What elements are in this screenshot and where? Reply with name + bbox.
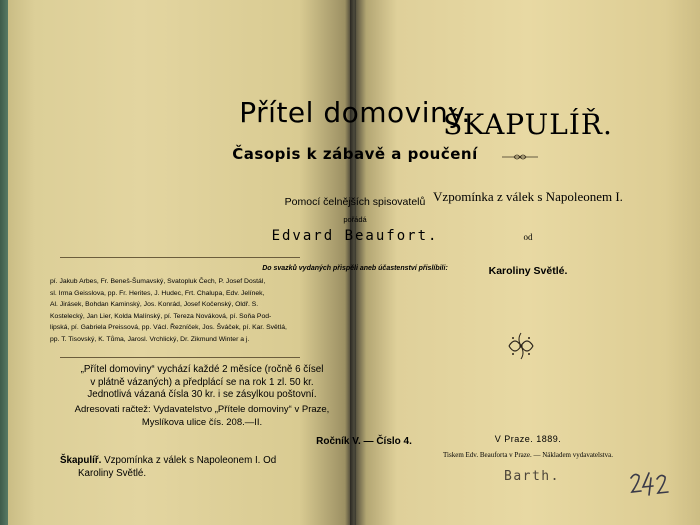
book-title: ŠKAPULÍŘ. <box>443 108 613 141</box>
editor-name: Edvard Beaufort. <box>271 228 439 244</box>
volume-number: Ročník V. — Číslo 4. <box>316 436 412 447</box>
ownership-stamp: Barth. <box>504 469 560 484</box>
info-line: Jednotlivá vázaná čísla 30 kr. i se zásylkou poštovní. <box>87 389 317 401</box>
contributors-line: sl. Irma Geisslova, pp. Fr. Herites, J. Hudec, Frt. Chalupa, Edv. Jelínek, <box>50 289 265 297</box>
info-line: „Přítel domoviny“ vychází každé 2 měsíce (ročně 6 čísel <box>80 364 324 375</box>
publisher-address <box>56 404 348 429</box>
by-label: od <box>523 232 533 242</box>
contributors-line: Kostelecký, Jan Lier, Kolda Malínský, pí. Tereza Nováková, pí. Soňa Pod- <box>50 312 272 320</box>
flourish-ornament-icon <box>505 330 537 362</box>
info-line: v plátně vázaných) a předplácí se na rok 1 zl. 50 kr. <box>90 376 314 388</box>
ornament-icon <box>500 152 540 162</box>
cover-edge <box>0 0 8 525</box>
magazine-title: Přítel domoviny. <box>239 96 471 129</box>
author-name: Karoliny Světlé. <box>488 265 568 277</box>
contributors-note: Pomocí čelnějších spisovatelů <box>284 196 426 208</box>
address-line: Adresovati račtež: Vydavatelstvo „Přítele domoviny“ v Praze, <box>74 404 330 415</box>
handwritten-number <box>628 470 672 498</box>
subscription-info <box>56 364 348 402</box>
contributors-line: pí. Jakub Arbes, Fr. Beneš-Šumavský, Svatopluk Čech, P. Josef Dostál, <box>50 278 266 285</box>
contributors-line: pp. T. Tisovský, K. Tůma, Jarosl. Vrchlický, Dr. Zikmund Winter a j. <box>50 335 250 343</box>
place-and-year: V Praze. 1889. <box>494 434 562 444</box>
divider-rule <box>60 357 300 358</box>
contributors-line: Al. Jirásek, Bohdan Kaminský, Jos. Konrád, Josef Kočenský, Oldř. S. <box>50 301 259 308</box>
book-subtitle: Vzpomínka z válek s Napoleonem I. <box>433 189 623 204</box>
issue-description: Vzpomínka z válek s Napoleonem I. Od <box>104 455 277 466</box>
issue-title: Škapulíř. <box>60 455 102 466</box>
edits-label: pořádá <box>343 215 367 224</box>
contributors-list <box>50 276 350 345</box>
magazine-subtitle: Časopis k zábavě a poučení <box>232 145 478 163</box>
contributors-heading: Do svazků vydaných přispěli aneb účastenství přislíbili: <box>262 265 448 272</box>
contributors-line: lipská, pí. Gabriela Preissová, pp. Václ. Řezníček, Jos. Šváček, pí. Kar. Světlá, <box>50 324 287 331</box>
address-line: Myslíkova ulice čís. 208.—II. <box>141 416 263 428</box>
divider-rule <box>60 257 300 258</box>
issue-author: Karoliny Světlé. <box>78 467 147 479</box>
printer-line: Tiskem Edv. Beauforta v Praze. — Nákladem vydavatelstva. <box>443 451 613 459</box>
issue-contents <box>60 455 350 480</box>
